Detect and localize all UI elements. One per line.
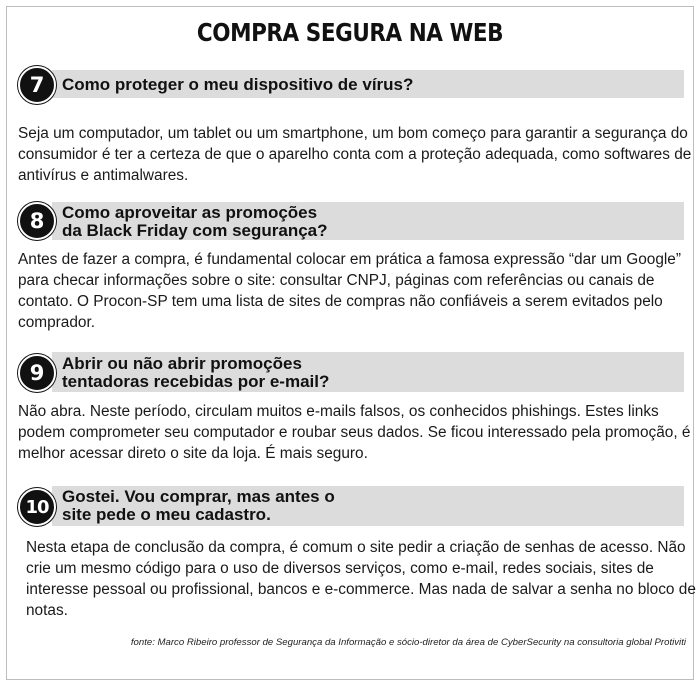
question-10 <box>62 488 335 524</box>
answer-line: Seja um computador, um tablet ou um smartphone, um bom começo para garantir a segurança do <box>18 125 688 142</box>
question-line: site pede o meu cadastro. <box>62 505 271 524</box>
answer-line: notas. <box>26 602 68 619</box>
question-line: Como proteger o meu dispositivo de vírus? <box>62 75 414 94</box>
number-badge-10: 10 <box>18 488 56 526</box>
answer-line: comprador. <box>18 314 95 331</box>
page-title: COMPRA SEGURA NA WEB <box>196 18 504 47</box>
question-line: tentadoras recebidas por e-mail? <box>62 372 330 391</box>
question-line: Como aproveitar as promoções <box>62 203 318 222</box>
number-badge-9: 9 <box>18 354 56 392</box>
source-credit: fonte: Marco Ribeiro professor de Segurança da Informação e sócio-diretor da área de CyberSecurity na consultoria global Protiviti <box>130 637 686 648</box>
answer-line: melhor acessar direto o site da loja. É mais seguro. <box>18 445 368 462</box>
answer-line: contato. O Procon-SP tem uma lista de sites de compras não confiáveis a serem evitados pelo <box>18 293 663 310</box>
answer-line: Antes de fazer a compra, é fundamental colocar em prática a famosa expressão “dar um Google” <box>18 251 681 268</box>
question-7 <box>62 76 413 94</box>
number-badge-8: 8 <box>18 202 56 240</box>
answer-10 <box>26 537 696 621</box>
answer-8 <box>18 249 681 333</box>
answer-9 <box>18 401 690 464</box>
number-badge-7: 7 <box>18 66 56 104</box>
answer-7 <box>18 123 691 186</box>
question-line: Gostei. Vou comprar, mas antes o <box>62 487 335 506</box>
question-9 <box>62 355 329 391</box>
answer-line: antivírus e antimalwares. <box>18 167 189 184</box>
answer-line: Nesta etapa de conclusão da compra, é comum o site pedir a criação de senhas de acesso. Não <box>26 539 686 556</box>
answer-line: consumidor é ter a certeza de que o aparelho conta com a proteção adequada, como softwares de <box>18 146 692 163</box>
question-line: da Black Friday com segurança? <box>62 221 328 240</box>
answer-line: para checar informações sobre o site: consultar CNPJ, páginas com referências ou canais de <box>18 272 655 289</box>
answer-line: Não abra. Neste período, circulam muitos e-mails falsos, os conhecidos phishings. Estes links <box>18 403 659 420</box>
question-8 <box>62 204 328 240</box>
answer-line: interesse pessoal ou profissional, bancos e e-commerce. Mas nada de salvar a senha no bloco de <box>26 581 696 598</box>
answer-line: crie um mesmo código para o uso de diversos serviços, como e-mail, redes sociais, sites de <box>26 560 654 577</box>
question-line: Abrir ou não abrir promoções <box>62 354 302 373</box>
answer-line: podem comprometer seu computador e roubar seus dados. Se ficou interessado pela promoção, é <box>18 424 691 441</box>
